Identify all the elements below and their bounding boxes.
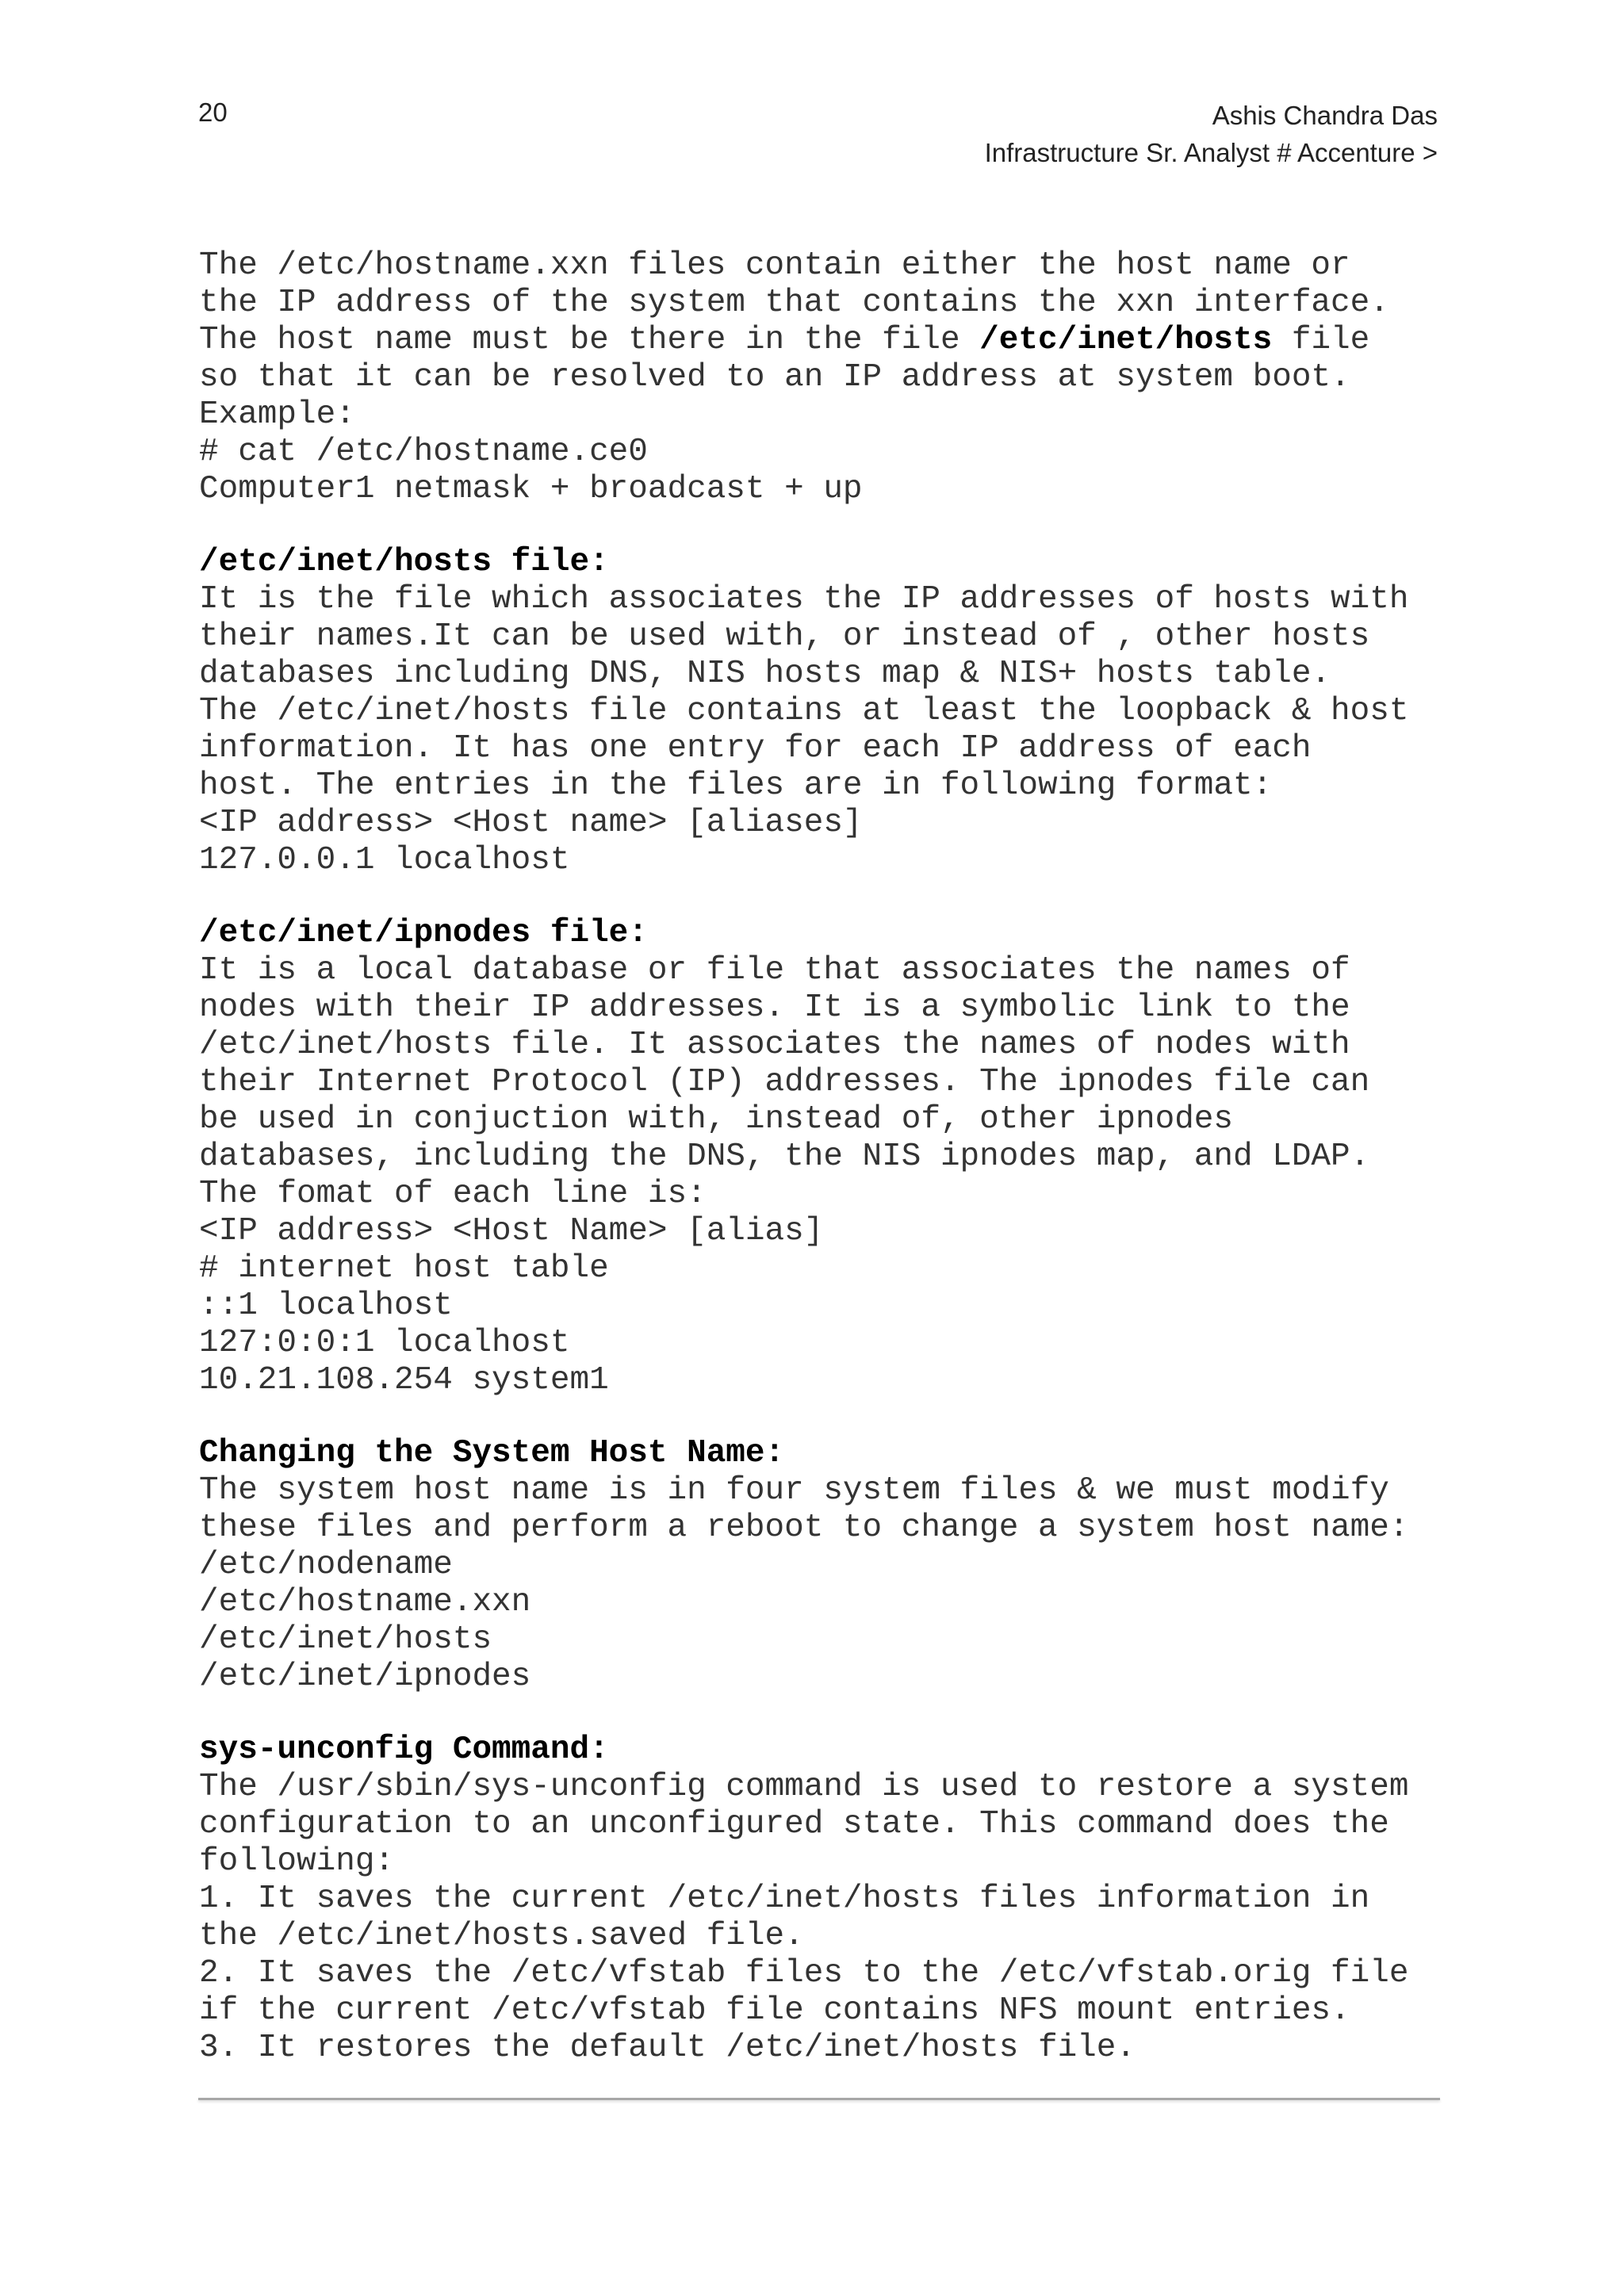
text-line: Example:	[199, 396, 355, 433]
section-heading: /etc/inet/ipnodes file:	[199, 915, 648, 951]
text-line: configuration to an unconfigured state. This command does the	[199, 1806, 1389, 1843]
section-heading: sys-unconfig Command:	[199, 1732, 609, 1768]
intro-paragraph	[199, 247, 1452, 508]
code-line: <IP address> <Host Name> [alias]	[199, 1213, 824, 1249]
text-line: databases including DNS, NIS hosts map & NIS+ hosts table.	[199, 656, 1331, 692]
code-line: 10.21.108.254 system1	[199, 1362, 609, 1399]
code-line: <IP address> <Host name> [aliases]	[199, 805, 863, 841]
section-change-hostname	[199, 1435, 1452, 1696]
section-sys-unconfig	[199, 1732, 1452, 2067]
text-line: The system host name is in four system files & we must modify	[199, 1472, 1389, 1509]
section-hosts-file	[199, 544, 1452, 879]
footer-divider	[198, 2098, 1440, 2100]
text-line: /etc/inet/hosts file. It associates the names of nodes with	[199, 1027, 1350, 1063]
list-item: 1. It saves the current /etc/inet/hosts files information in	[199, 1881, 1370, 1917]
text-line: their Internet Protocol (IP) addresses. The ipnodes file can	[199, 1064, 1370, 1100]
text-line: be used in conjuction with, instead of, other ipnodes	[199, 1101, 1234, 1138]
list-item: the /etc/inet/hosts.saved file.	[199, 1918, 804, 1954]
text-line: It is the file which associates the IP addresses of hosts with	[199, 581, 1409, 618]
text-fragment: file	[1272, 322, 1370, 358]
section-heading: /etc/inet/hosts file:	[199, 544, 609, 580]
text-line: It is a local database or file that associates the names of	[199, 952, 1350, 989]
hosts-file-emphasis: /etc/inet/hosts	[979, 322, 1273, 358]
text-line: the IP address of the system that contains the xxn interface.	[199, 285, 1389, 321]
code-line: /etc/inet/ipnodes	[199, 1659, 531, 1695]
text-fragment: The host name must be there in the file	[199, 322, 980, 358]
code-line: # cat /etc/hostname.ce0	[199, 434, 648, 470]
list-item: 2. It saves the /etc/vfstab files to the /etc/vfstab.orig file	[199, 1955, 1409, 1992]
code-line: /etc/inet/hosts	[199, 1621, 492, 1658]
text-line: The /usr/sbin/sys-unconfig command is used to restore a system	[199, 1769, 1409, 1805]
text-line: The fomat of each line is:	[199, 1176, 707, 1212]
code-line: /etc/nodename	[199, 1547, 453, 1583]
section-heading: Changing the System Host Name:	[199, 1435, 785, 1471]
section-ipnodes-file	[199, 915, 1452, 1399]
text-line: their names.It can be used with, or instead of , other hosts	[199, 618, 1370, 655]
code-line: 127:0:0:1 localhost	[199, 1325, 570, 1361]
document-body	[199, 247, 1452, 2067]
text-line: nodes with their IP addresses. It is a symbolic link to the	[199, 989, 1350, 1026]
code-line: Computer1 netmask + broadcast + up	[199, 471, 863, 507]
code-line: # internet host table	[199, 1250, 609, 1287]
list-item: 3. It restores the default /etc/inet/hosts file.	[199, 2030, 1136, 2066]
text-line: so that it can be resolved to an IP address at system boot.	[199, 359, 1350, 396]
page-number: 20	[198, 98, 228, 127]
code-line: /etc/hostname.xxn	[199, 1584, 531, 1621]
text-line: following:	[199, 1843, 395, 1880]
code-line: 127.0.0.1 localhost	[199, 842, 570, 878]
author-block	[985, 97, 1438, 171]
text-line: these files and perform a reboot to change a system host name:	[199, 1510, 1409, 1546]
code-line: ::1 localhost	[199, 1288, 453, 1324]
text-line: The /etc/inet/hosts file contains at least the loopback & host	[199, 693, 1409, 729]
text-line: databases, including the DNS, the NIS ipnodes map, and LDAP.	[199, 1138, 1370, 1175]
text-line: host. The entries in the files are in following format:	[199, 767, 1273, 804]
author-name: Ashis Chandra Das	[1212, 101, 1438, 130]
text-line: The /etc/hostname.xxn files contain either the host name or	[199, 247, 1350, 284]
author-role: Infrastructure Sr. Analyst # Accenture >	[984, 138, 1438, 167]
text-line	[199, 322, 1452, 359]
text-line: information. It has one entry for each IP address of each	[199, 730, 1312, 767]
list-item: if the current /etc/vfstab file contains NFS mount entries.	[199, 1992, 1350, 2029]
